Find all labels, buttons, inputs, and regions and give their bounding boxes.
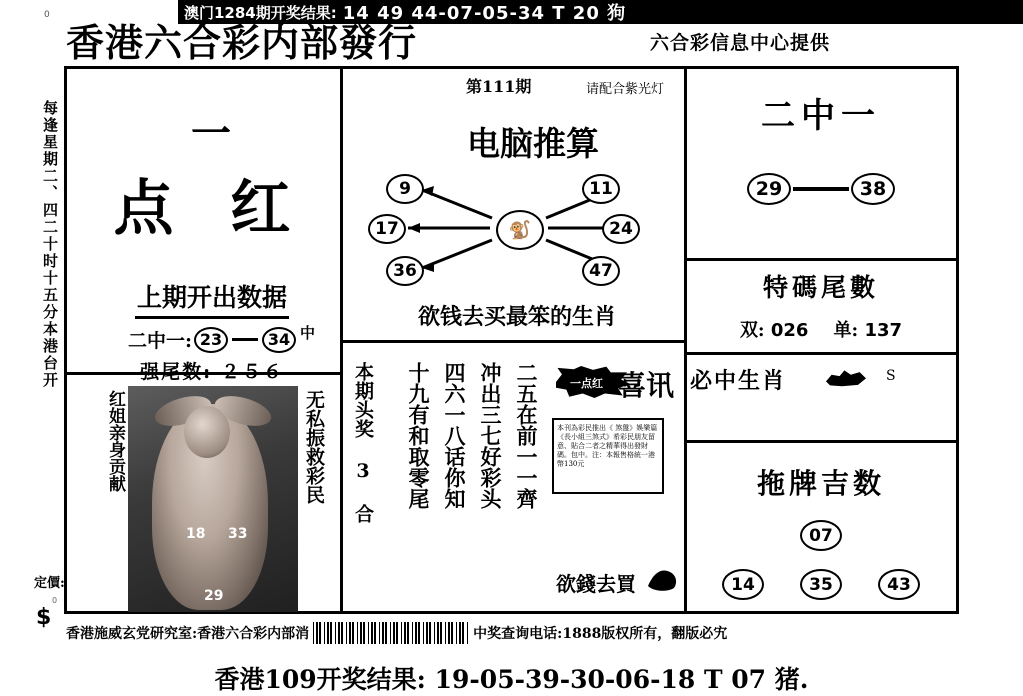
photo-head bbox=[184, 406, 230, 458]
even-label: 双: bbox=[739, 320, 765, 341]
footer-result-numbers: 19-05-39-30-06-18 T 07 猪. bbox=[434, 665, 809, 694]
sure-zodiac-title: 必中生肖 bbox=[690, 368, 787, 394]
issue-note: 请配合紫光灯 bbox=[586, 82, 665, 97]
lucky-number-3: 43 bbox=[878, 569, 920, 600]
poem-column-d: 冲出三七好彩头 bbox=[478, 362, 503, 509]
tail-number-title: 特碼尾數 bbox=[762, 273, 879, 302]
photo-number-3: 29 bbox=[204, 588, 224, 604]
masthead-subtitle: 六合彩信息中心提供 bbox=[650, 32, 831, 54]
divider-right-h3 bbox=[684, 440, 959, 443]
masthead bbox=[66, 22, 658, 64]
seal-icon bbox=[646, 566, 680, 592]
burst-label: 一点红 bbox=[570, 377, 603, 390]
headline-small: 一 bbox=[191, 110, 231, 157]
note-box: 本刊為彩民推出《 煞盤》娛樂篇《長小組三煞式》希彩民朋友留意、貼合二者之精華得出發財碼。包中。注：本報售格統一港幣130元 bbox=[552, 418, 664, 494]
photo-number-2: 33 bbox=[228, 526, 248, 542]
lucky-number-top-row bbox=[690, 520, 952, 551]
price-label: 定價: bbox=[34, 576, 65, 591]
fan-number-1: 9 bbox=[386, 174, 424, 204]
last-period-block bbox=[96, 278, 328, 384]
headline-block bbox=[96, 96, 326, 266]
divider-right-h2 bbox=[684, 352, 959, 355]
photo-caption-right: 无私振救彩民 bbox=[303, 390, 325, 504]
lucky-number-2: 35 bbox=[800, 569, 842, 600]
poem-column-a: 本期头奖 3 合 bbox=[352, 362, 374, 523]
animal-icon bbox=[826, 366, 866, 388]
poem-column-e: 二五在前一一齊 bbox=[514, 362, 539, 509]
page-title: 香港六合彩内部發行 bbox=[66, 20, 418, 65]
last-period-number-b: 34 bbox=[262, 327, 296, 353]
issue-number: 第111期 bbox=[466, 77, 532, 96]
fan-number-3: 17 bbox=[368, 214, 406, 244]
lucky-number-1: 14 bbox=[722, 569, 764, 600]
hit-mark: 中 bbox=[300, 324, 316, 342]
bottom-slogan: 欲錢去買 bbox=[556, 572, 636, 596]
photo-number-1: 18 bbox=[186, 526, 206, 542]
lucky-numbers-block bbox=[690, 462, 952, 600]
tail-number-values bbox=[690, 316, 952, 342]
tail-number-block bbox=[690, 268, 952, 342]
last-period-row1 bbox=[96, 326, 328, 353]
zodiac-icon: 🐒 bbox=[496, 210, 544, 250]
two-pick-one-b: 38 bbox=[851, 173, 895, 205]
tail-value: ２５６ bbox=[220, 361, 284, 383]
fan-number-2: 11 bbox=[582, 174, 620, 204]
fan-number-4: 24 bbox=[602, 214, 640, 244]
top-banner-label: 澳门1284期开奖结果: bbox=[184, 3, 337, 22]
footer-row bbox=[66, 620, 956, 646]
computer-calc-title: 电脑推算 bbox=[467, 124, 599, 163]
zodiac-mark: S bbox=[886, 368, 896, 384]
currency-symbol: $ bbox=[36, 605, 52, 630]
two-pick-one-title: 二中一 bbox=[761, 96, 881, 136]
price-small: 0 bbox=[52, 596, 58, 605]
sure-zodiac-block bbox=[690, 364, 952, 404]
odd-value: 137 bbox=[864, 320, 903, 341]
footer-right-text: 中奖查询电话:1888版权所有，翻版必宄 bbox=[473, 626, 728, 642]
two-pick-one-block bbox=[690, 88, 952, 205]
footer-result bbox=[0, 660, 1023, 696]
barcode-icon bbox=[313, 622, 469, 644]
dash-separator bbox=[232, 338, 258, 341]
even-value: 026 bbox=[770, 320, 809, 341]
footer-result-label: 香港109开奖结果: bbox=[214, 665, 426, 694]
schedule-vertical-text: 每逢星期二、四二十时十五分本港台开 bbox=[41, 100, 59, 389]
fan-number-5: 36 bbox=[386, 256, 424, 286]
divider-right-h1 bbox=[684, 258, 959, 261]
lucky-number-top: 07 bbox=[800, 520, 842, 551]
dash-long bbox=[793, 187, 849, 191]
middle-slogan: 欲钱去买最笨的生肖 bbox=[417, 304, 616, 330]
lucky-number-row bbox=[690, 569, 952, 600]
poem-column-c: 四六一八话你知 bbox=[442, 362, 467, 509]
model-photo bbox=[128, 386, 298, 612]
two-pick-one-a: 29 bbox=[747, 173, 791, 205]
fan-diagram bbox=[360, 160, 680, 295]
two-pick-one-pair bbox=[690, 173, 952, 205]
last-period-row1-label: 二中一: bbox=[127, 330, 192, 352]
photo-caption-left: 红姐亲身贡献 bbox=[105, 390, 125, 492]
top-banner-numbers: 14 49 44-07-05-34 T 20 狗 bbox=[342, 3, 627, 24]
lucky-numbers-title: 拖牌吉数 bbox=[756, 467, 885, 500]
last-period-row2 bbox=[96, 357, 328, 384]
corner-mark: 0 bbox=[44, 10, 50, 20]
tail-label: 强尾数: bbox=[140, 361, 213, 383]
odd-label: 单: bbox=[833, 320, 859, 341]
fan-number-6: 47 bbox=[582, 256, 620, 286]
footer-left-text: 香港施威玄党研究室:香港六合彩内部消 bbox=[66, 626, 310, 642]
poem-column-b: 十九有和取零尾 bbox=[406, 362, 431, 509]
divider-mid-h bbox=[340, 340, 686, 343]
last-period-heading: 上期开出数据 bbox=[135, 278, 289, 319]
last-period-number-a: 23 bbox=[194, 327, 228, 353]
headline-big: 点 红 bbox=[113, 174, 309, 244]
good-news-title: 喜讯 bbox=[618, 369, 675, 402]
